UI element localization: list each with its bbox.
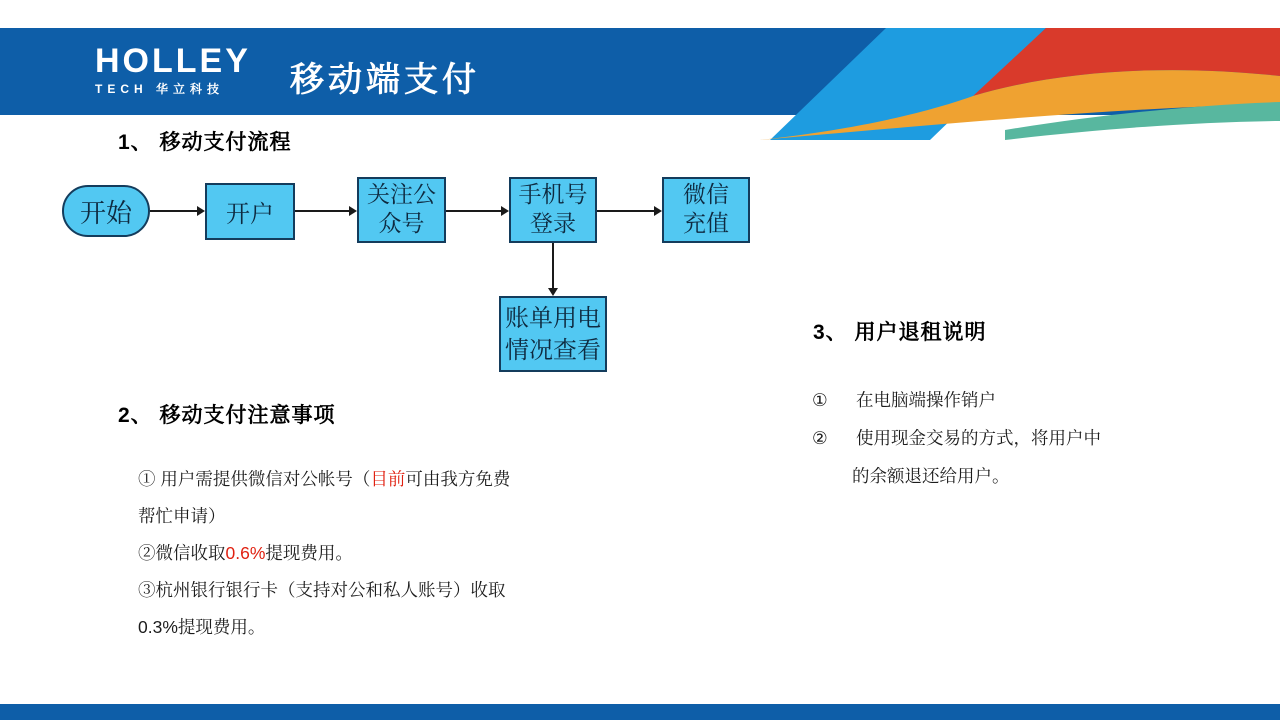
flow-node-open-account	[205, 183, 295, 240]
flow-node-label: 手机号	[518, 182, 588, 208]
holley-logo	[95, 44, 251, 97]
section2-heading: 2、 移动支付注意事项	[118, 404, 336, 427]
footer-blue-bar	[0, 704, 1280, 720]
item-text: 使用现金交易的方式，将用户中	[856, 428, 1101, 448]
note-text: 帮忙申请）	[138, 506, 226, 526]
flow-arrow-right-icon	[446, 206, 509, 216]
flow-node-wechat-recharge	[662, 177, 750, 243]
flow-node-start-label: 开始	[79, 198, 132, 229]
arrow-shaft	[552, 243, 554, 289]
note-text: 可由我方免费	[405, 469, 511, 489]
flow-arrow-down-icon	[548, 243, 558, 296]
note-text-red: 目前	[370, 469, 406, 489]
flow-node-label: 充值	[683, 211, 729, 237]
arrow-shaft	[295, 210, 350, 212]
logo-sub-text: TECH 华立科技	[95, 82, 225, 96]
page-title: 移动端支付	[290, 61, 480, 99]
payment-notes-list	[138, 461, 638, 646]
refund-item-2	[812, 419, 1232, 457]
flow-arrow-right-icon	[150, 206, 205, 216]
arrow-head	[548, 288, 558, 296]
flow-node-label: 关注公	[367, 182, 436, 208]
flow-node-phone-login	[509, 177, 597, 243]
flow-node-label: 开户	[226, 200, 274, 228]
note-text: ③杭州银行银行卡（支持对公和私人账号）收取	[138, 580, 506, 600]
arrow-shaft	[150, 210, 198, 212]
flow-node-label: 账单用电	[505, 304, 601, 332]
flow-node-label: 情况查看	[505, 336, 601, 364]
note-text: ②微信收取	[138, 543, 226, 563]
arrow-head	[654, 206, 662, 216]
flow-node-follow-account	[357, 177, 446, 243]
section1-heading: 1、 移动支付流程	[118, 131, 292, 154]
arrow-shaft	[446, 210, 502, 212]
flow-arrow-right-icon	[295, 206, 357, 216]
note-line-4	[138, 572, 638, 609]
flow-arrow-right-icon	[597, 206, 662, 216]
note-text: 0.3%提现费用。	[138, 617, 266, 637]
note-line-3	[138, 535, 638, 572]
flow-node-start	[62, 185, 150, 237]
note-text-red: 0.6%	[225, 543, 266, 563]
item-text: 在电脑端操作销户	[856, 390, 996, 410]
arrow-head	[501, 206, 509, 216]
note-line-5	[138, 609, 638, 646]
item-number: ①	[812, 390, 828, 410]
note-text: ① 用户需提供微信对公帐号（	[138, 469, 371, 489]
flow-node-bill-usage-view	[499, 296, 607, 372]
refund-item-2-continued: 的余额退还给用户。	[852, 466, 1010, 486]
section3-heading: 3、 用户退租说明	[813, 321, 987, 344]
flow-node-label: 登录	[530, 211, 576, 237]
note-line-2	[138, 498, 638, 535]
arrow-head	[197, 206, 205, 216]
item-number: ②	[812, 428, 828, 448]
note-text: 提现费用。	[265, 543, 353, 563]
refund-item-1	[812, 381, 1232, 419]
refund-instructions-list	[812, 381, 1232, 495]
note-line-1	[138, 461, 638, 498]
logo-brand-text: HOLLEY	[95, 42, 251, 80]
arrow-shaft	[597, 210, 655, 212]
flow-node-label: 众号	[378, 211, 425, 237]
flow-node-label: 微信	[683, 182, 729, 208]
arrow-head	[349, 206, 357, 216]
